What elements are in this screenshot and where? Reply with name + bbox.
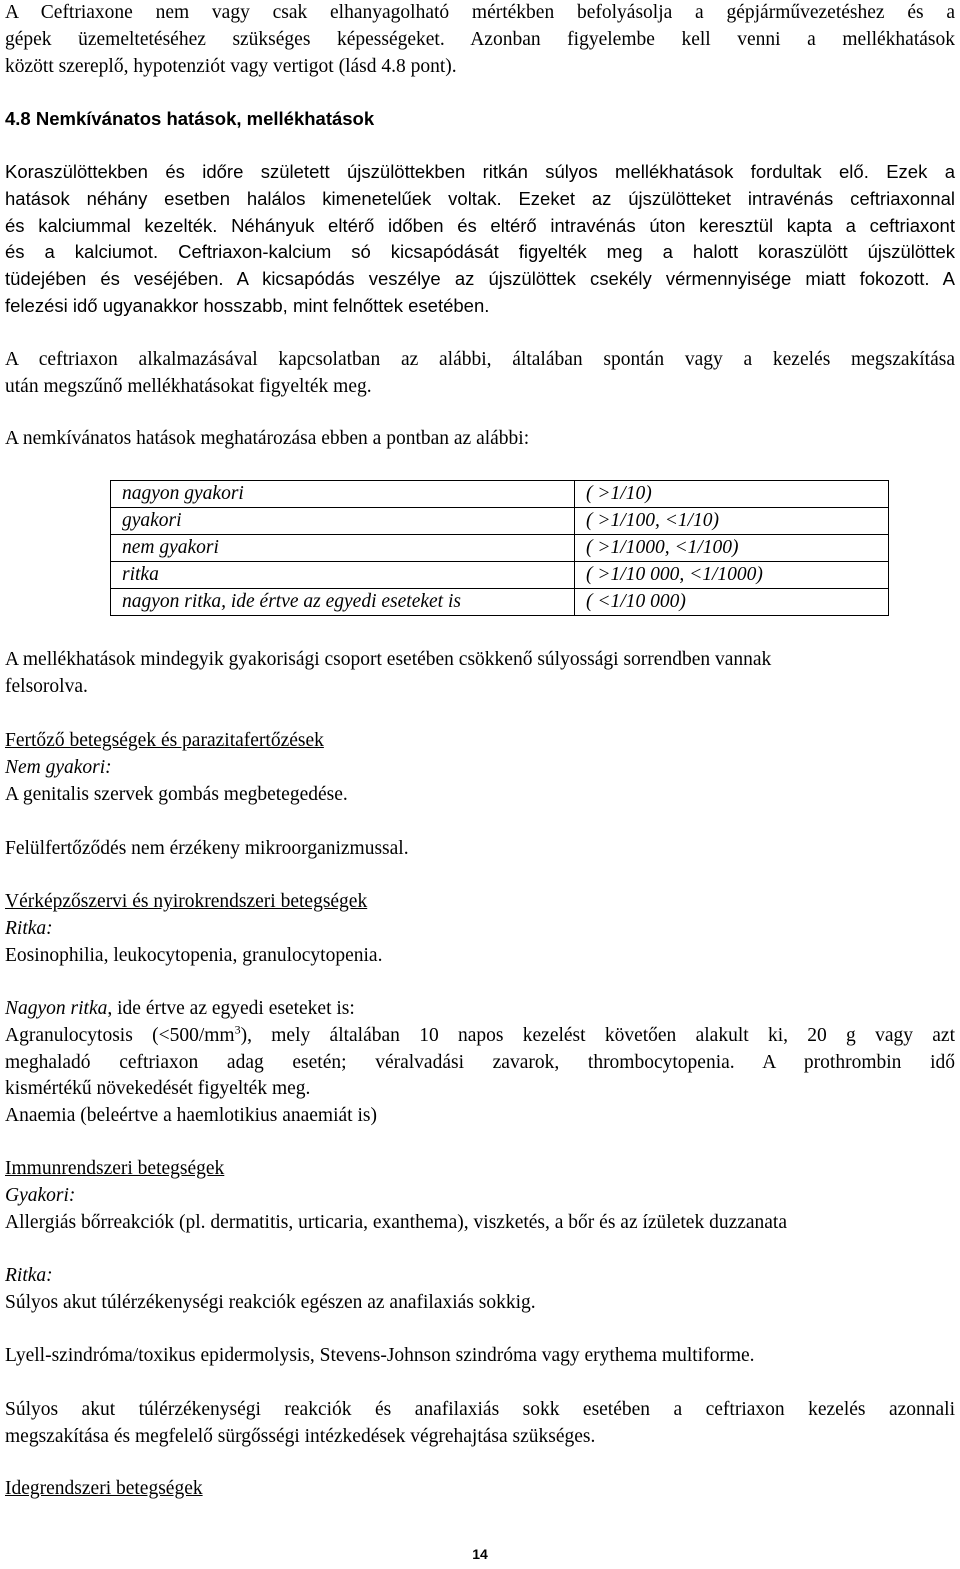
infections-section [5, 728, 955, 808]
intro-line: A Ceftriaxone nem vagy csak elhanyagolható mértékben befolyásolja a gépjárművezetéshez és a [5, 2, 955, 23]
order-note-line: A mellékhatások mindegyik gyakorisági csoport esetében csökkenő súlyossági sorrendben vannak [5, 649, 772, 670]
anaemia-line: Anaemia (beleértve a haemlotikius anaemiát is) [5, 1105, 377, 1127]
table-row [111, 535, 889, 562]
order-note-paragraph [5, 647, 955, 701]
neonatal-line: tüdejében és veséjében. A kicsapódás veszélye az újszülöttek csekély vérmennyisége miatt fokozott. A [5, 268, 955, 290]
severe-reaction-paragraph [5, 1397, 955, 1451]
immune-rare-item: Lyell-szindróma/toxikus epidermolysis, Stevens-Johnson szindróma vagy erythema multiforme. [5, 1345, 755, 1366]
frequency-table [110, 480, 889, 616]
order-note-line: felsorolva. [5, 675, 88, 697]
observed-paragraph [5, 347, 955, 401]
table-row [111, 481, 889, 508]
frequency-range: ( <1/10 000) [575, 589, 889, 616]
frequency-label: Ritka: [5, 917, 53, 939]
page-number: 14 [472, 1546, 488, 1562]
neonatal-line: Koraszülöttekben és időre született újszülöttekben ritkán súlyos mellékhatások fordultak elő. Ezek a [5, 161, 955, 182]
infections-heading: Fertőző betegségek és parazitafertőzések [5, 730, 324, 751]
agranulocytosis-line: kismértékű növekedését figyelték meg. [5, 1078, 311, 1100]
agranulocytosis-line [5, 1023, 955, 1050]
immune-rare-block [5, 1263, 955, 1317]
neonatal-line: és kalciummal kezelték. Néhányuk eltérő időben és eltérő intravénás úton keresztül kapta a ceftriaxont [5, 214, 955, 236]
agranulocytosis-line: meghaladó ceftriaxon adag esetén; véralvadási zavarok, thrombocytopenia. A prothrombin idő [5, 1051, 955, 1073]
blood-section [5, 889, 955, 969]
frequency-range: ( >1/10) [575, 481, 889, 508]
frequency-range: ( >1/1000, <1/100) [575, 535, 889, 562]
neonatal-paragraph [5, 159, 955, 320]
table-row [111, 589, 889, 616]
frequency-label-suffix: , ide értve az egyedi eseteket is: [107, 998, 355, 1019]
frequency-label: Nagyon ritka [5, 998, 108, 1019]
frequency-range: ( >1/100, <1/10) [575, 508, 889, 535]
immune-rare-item: Súlyos akut túlérzékenységi reakciók egészen az anafilaxiás sokkig. [5, 1291, 536, 1313]
neonatal-line: és a kalciumot. Ceftriaxon-kalcium só kicsapódását figyelték meg a halott koraszülött újszülöttek [5, 241, 955, 263]
agranulocytosis-text: Agranulocytosis (<500/mm [5, 1024, 235, 1046]
table-row [111, 508, 889, 535]
observed-line: A ceftriaxon alkalmazásával kapcsolatban az alábbi, általában spontán vagy a kezelés megszakítása [5, 349, 955, 370]
nervous-heading: Idegrendszeri betegségek [5, 1478, 203, 1499]
infections-item: Felülfertőződés nem érzékeny mikroorganizmussal. [5, 838, 409, 859]
infections-item: A genitalis szervek gombás megbetegedése. [5, 783, 348, 805]
blood-very-rare-paragraph [5, 996, 955, 1130]
frequency-term: ritka [111, 562, 575, 589]
neonatal-line: felezési idő ugyanakkor hosszabb, mint felnőttek esetében. [5, 294, 490, 316]
blood-heading: Vérképzőszervi és nyirokrendszeri betegségek [5, 891, 368, 912]
observed-line: után megszűnő mellékhatásokat figyelték meg. [5, 375, 372, 397]
very-rare-label [5, 996, 955, 1023]
section-heading: 4.8 Nemkívánatos hatások, mellékhatások [5, 108, 375, 129]
definition-text: A nemkívánatos hatások meghatározása ebben a pontban az alábbi: [5, 428, 530, 449]
frequency-label: Ritka: [5, 1265, 53, 1286]
intro-line: gépek üzemeltetéséhez szükséges képességeket. Azonban figyelembe kell venni a mellékhatások [5, 28, 955, 50]
intro-line: között szereplő, hypotenziót vagy vertigot (lásd 4.8 pont). [5, 55, 457, 77]
immune-common-items: Allergiás bőrreakciók (pl. dermatitis, urticaria, exanthema), viszketés, a bőr és az ízületek duzzanata [5, 1211, 788, 1233]
neonatal-line: hatások néhány esetben halálos kimenetelűek voltak. Ezeket az újszülötteket intravénás ceftriaxonnal [5, 187, 955, 209]
severe-line: megszakítása és megfelelő sürgősségi intézkedések végrehajtása szükséges. [5, 1425, 596, 1447]
frequency-label: Gyakori: [5, 1184, 76, 1206]
frequency-term: nem gyakori [111, 535, 575, 562]
immune-section [5, 1156, 955, 1236]
frequency-term: nagyon gyakori [111, 481, 575, 508]
intro-paragraph [5, 0, 955, 80]
frequency-term: gyakori [111, 508, 575, 535]
superscript: 3 [234, 1022, 241, 1037]
agranulocytosis-text: ), mely általában 10 napos kezelést követően alakult ki, 20 g vagy azt [240, 1024, 956, 1046]
frequency-label: Nem gyakori: [5, 756, 112, 778]
table-row [111, 562, 889, 589]
immune-heading: Immunrendszeri betegségek [5, 1158, 225, 1179]
frequency-term: nagyon ritka, ide értve az egyedi eseteket is [111, 589, 575, 616]
severe-line: Súlyos akut túlérzékenységi reakciók és anafilaxiás sokk esetében a ceftriaxon kezelés azonnali [5, 1399, 955, 1420]
blood-rare-items: Eosinophilia, leukocytopenia, granulocytopenia. [5, 944, 383, 966]
frequency-range: ( >1/10 000, <1/1000) [575, 562, 889, 589]
